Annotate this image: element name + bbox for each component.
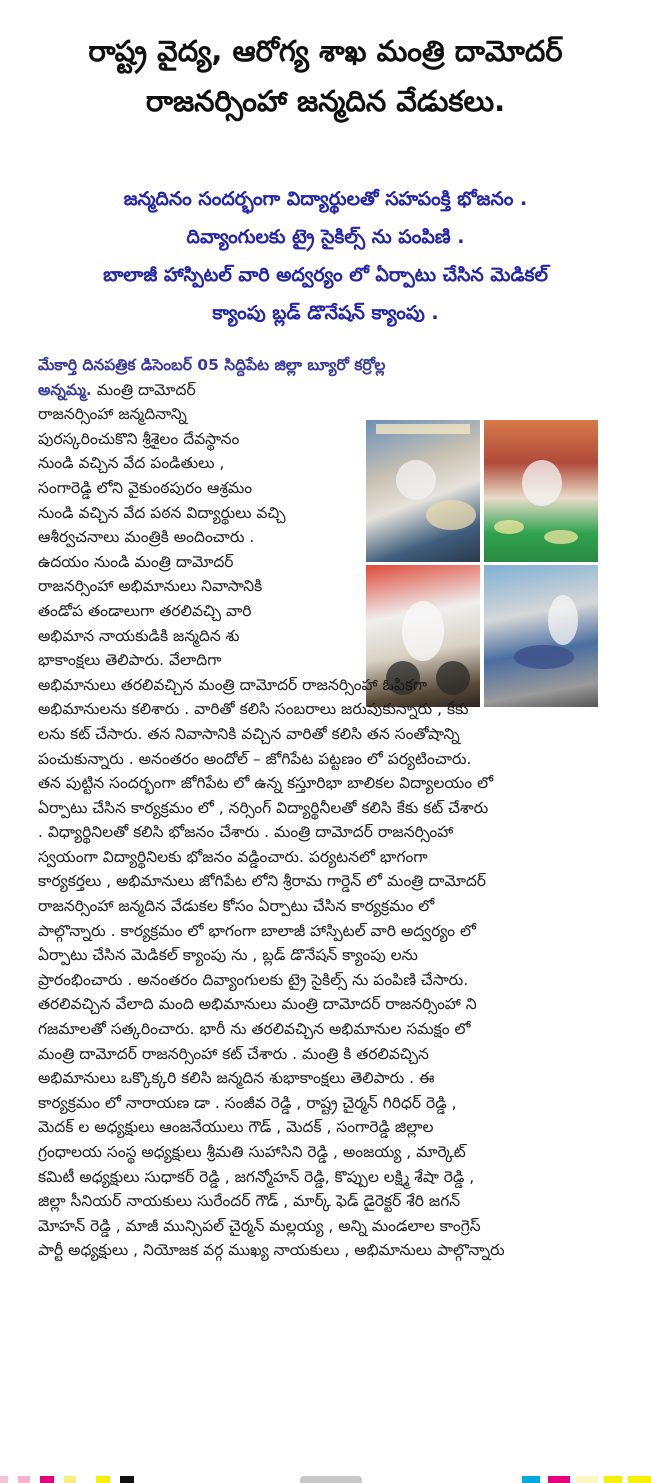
headline-line-2: రాజనర్సింహా జన్మదిన వేడుకలు. bbox=[145, 84, 506, 118]
wide-line-9: రాజనర్సింహా జన్మదిన వేడుకల కోసం ఏర్పాటు చేసిన కార్యక్రమం లో bbox=[38, 897, 435, 916]
narrow-line-5: నుండి వచ్చిన వేద పఠన విద్యార్థులు వచ్చి bbox=[38, 503, 286, 522]
narrow-line-7: ఉదయం నుండి మంత్రి దామోదర్ bbox=[38, 552, 234, 571]
wide-line-3: పంచుకున్నారు . అనంతరం అందోల్ – జోగిపేట పట్టణం లో పర్యటించారు. bbox=[38, 749, 472, 768]
wide-line-16: అభిమానులు ఒక్కొక్కరి కలిసి జన్మదిన శుభాకాంక్షలు తెలిపారు . ఈ bbox=[38, 1069, 435, 1088]
narrow-line-9: తండోప తండాలుగా తరలివచ్చి వారి bbox=[38, 601, 252, 620]
wide-line-0: అభిమానులు తరలివచ్చిన మంత్రి దామోదర్ రాజనర్సింహా ఓపికగా bbox=[38, 675, 428, 694]
subhead-line-3: బాలాజీ హాస్పిటల్ వారి అద్వర్యం లో ఏర్పాటు చేసిన మెడికల్ bbox=[103, 264, 548, 286]
subhead-line-4: క్యాంపు బ్లడ్ డొనేషన్ క్యాంపు . bbox=[212, 302, 439, 324]
print-register-mark bbox=[300, 1476, 362, 1483]
narrow-line-10: అభిమాన నాయకుడికి జన్మదిన శు bbox=[38, 626, 240, 645]
article-body bbox=[38, 353, 623, 1263]
narrow-column bbox=[38, 402, 623, 673]
wide-line-10: పాల్గొన్నారు . కార్యక్రమం లో భాగంగా బాలాజీ హాస్పిటల్ వారి అద్వర్యం లో bbox=[38, 921, 476, 940]
wide-line-22: మోహన్ రెడ్డి , మాజీ మున్సిపల్ చైర్మన్ మల్లయ్య , అన్ని మండలాల కాంగ్రెస్ bbox=[38, 1216, 481, 1235]
wide-column bbox=[38, 673, 623, 1263]
wide-line-2: లను కట్ చేసారు. తన నివాసానికి వచ్చిన వారితో కలిసి తన సంతోషాన్ని bbox=[38, 724, 460, 743]
wide-line-6: . విధ్యార్థినిలతో కలిసి భోజనం చేశారు . మంత్రి దామోదర్ రాజనర్సింహా bbox=[38, 823, 454, 842]
wide-line-5: ఏర్పాటు చేసిన కార్యక్రమం లో , నర్సింగ్ విద్యార్థినీలతో కలిసి కేకు కట్ చేశారు bbox=[38, 798, 489, 817]
wide-line-12: ప్రారంభించారు . అనంతరం దివ్యాంగులకు ట్రై సైకిల్స్ ను పంపిణి చేసారు. bbox=[38, 970, 469, 989]
wide-line-4: తన పుట్టిన సందర్భంగా జోగిపేట లో ఉన్న కస్తూరిభా బాలికల విద్యాలయం లో bbox=[38, 774, 494, 793]
wide-line-21: జిల్లా సీనియర్ నాయకులు సురేందర్ గౌడ్ , మార్క్ ఫెడ్ డైరెక్టర్ శేరి జగన్ bbox=[38, 1192, 461, 1211]
wide-line-23: పార్టీ అధ్యక్షులు , నియోజక వర్గ ముఖ్య నాయకులు , అభిమానులు పాల్గొన్నారు bbox=[38, 1241, 505, 1260]
narrow-line-8: రాజనర్సింహా అభిమానులు నివాసానికి bbox=[38, 577, 263, 596]
subheadline bbox=[14, 180, 637, 332]
narrow-line-3: నుండి వచ్చిన వేద పండితులు , bbox=[38, 454, 225, 473]
narrow-line-0: మంత్రి దామోదర్ bbox=[91, 380, 196, 399]
narrow-line-2: పురస్కరించుకొని శ్రీశైలం దేవస్థానం bbox=[38, 429, 240, 448]
dateline: మేకార్తి దినపత్రిక డిసెంబర్ 05 సిద్దిపేట జిల్లా బ్యూరో కర్రోల్ల bbox=[38, 356, 386, 374]
subhead-line-2: దివ్యాంగులకు ట్రై సైకిల్స్ ను పంపిణి . bbox=[186, 226, 465, 248]
wide-line-8: కార్యకర్తలు , అభిమానులు జోగిపేట లోని శ్రీరామ గార్డెన్ లో మంత్రి దామోదర్ bbox=[38, 872, 486, 891]
narrow-line-6: ఆశీర్వచనాలు మంత్రికి అందించారు . bbox=[38, 528, 255, 547]
wide-line-14: గజమాలతో సత్కరించారు. భారీ ను తరలివచ్చిన అభిమానుల సమక్షం లో bbox=[38, 1020, 471, 1039]
subhead-line-1: జన్మదినం సందర్భంగా విద్యార్థులతో సహపంక్తి భోజనం . bbox=[123, 188, 528, 210]
wide-line-11: ఏర్పాటు చేసిన మెడికల్ క్యాంపు ను , బ్లడ్ డొనేషన్ క్యాంపు లను bbox=[38, 946, 418, 965]
wide-line-18: మెదక్ ల అధ్యక్షులు ఆంజనేయులు గౌడ్ , మెదక్ , సంగారెడ్డి జిల్లాల bbox=[38, 1118, 434, 1137]
headline-line-1: రాష్ట్ర వైద్య, ఆరోగ్య శాఖ మంత్రి దామోదర్ bbox=[88, 34, 563, 68]
wide-line-19: గ్రంధాలయ సంస్థ అధ్యక్షులు శ్రీమతి సుహాసిని రెడ్డి , అంజయ్య , మార్కెట్ bbox=[38, 1143, 466, 1161]
wide-line-15: మంత్రి దామోదర్ రాజనర్సింహా కట్ చేశారు . మంత్రి కి తరలివచ్చిన bbox=[38, 1044, 429, 1063]
narrow-line-11: భాకాంక్షలు తెలిపారు. వేలాదిగా bbox=[38, 651, 222, 670]
narrow-line-4: సంగారెడ్డి లోని వైకుంఠపురం ఆశ్రమం bbox=[38, 478, 253, 497]
wide-line-7: స్వయంగా విద్యార్థినిలకు భోజనం వడ్డించారు. పర్యటనలో భాగంగా bbox=[38, 847, 428, 866]
wide-line-13: తరలివచ్చిన వేలాది మంది అభిమానులు మంత్రి దామోదర్ రాజనర్సింహా ని bbox=[38, 995, 477, 1014]
narrow-line-1: రాజనర్సింహా జన్మదినాన్ని bbox=[38, 405, 187, 424]
dateline-author: అన్నమ్మ. bbox=[38, 380, 92, 399]
wide-line-1: అభిమానులను కలిశారు . వారితో కలిసి సంబరాలు జరుపుకున్నారు , కేకు bbox=[38, 700, 469, 719]
wide-line-17: కార్యక్రమం లో నారాయణ డా . సంజీవ రెడ్డి , రాష్ట్ర చైర్మన్ గిరిధర్ రెడ్డి , bbox=[38, 1093, 457, 1112]
wide-line-20: కమిటీ అధ్యక్షులు సుధాకర్ రెడ్డి , జగన్మోహన్ రెడ్డి, కొప్పుల లక్ష్మి శేషా రెడ్డి , bbox=[38, 1167, 475, 1186]
headline bbox=[14, 26, 637, 126]
